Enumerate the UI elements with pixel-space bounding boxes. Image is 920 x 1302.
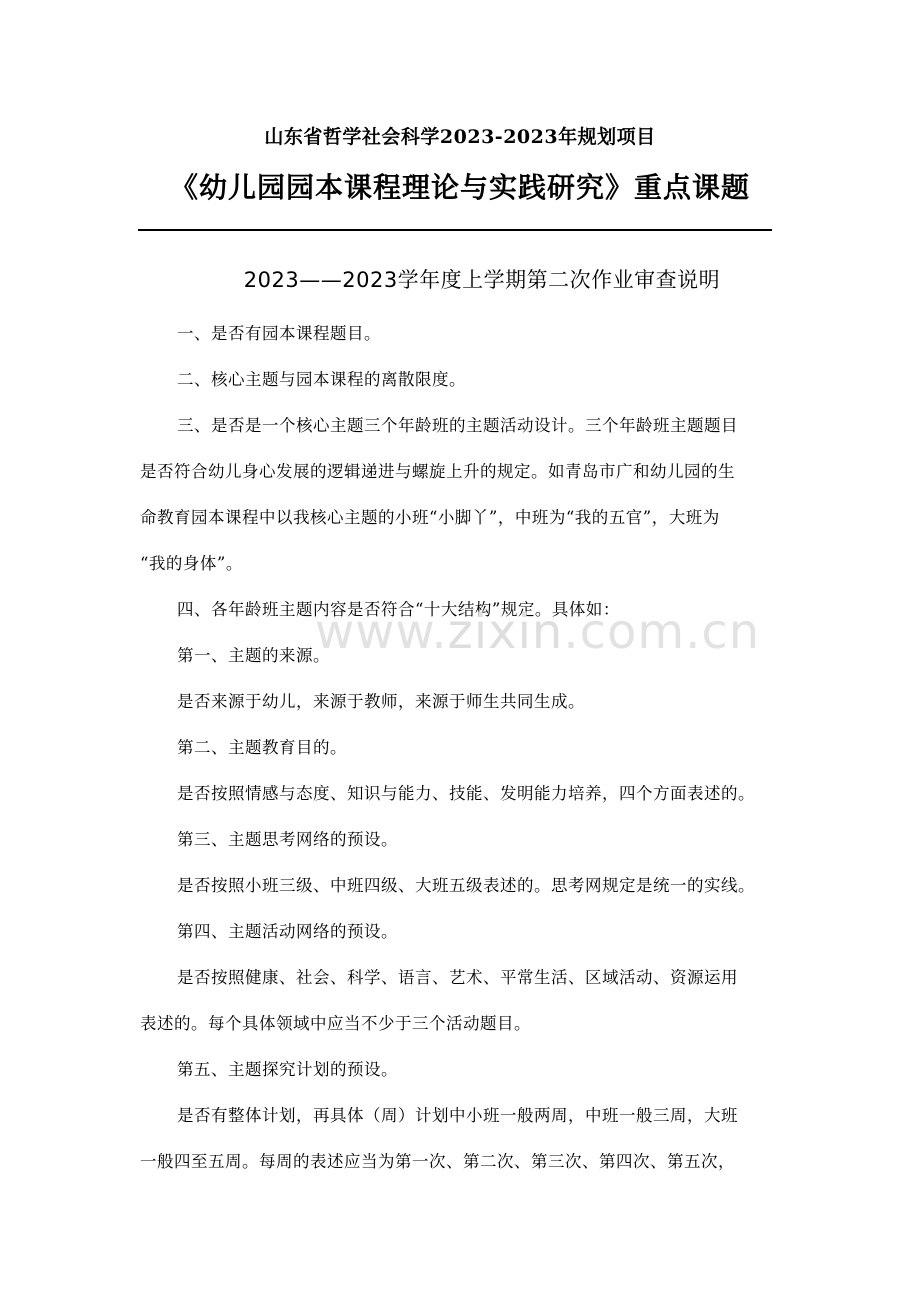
body-paragraph [140, 587, 800, 633]
paragraph-line: 二、核心主题与园本课程的离散限度。 [177, 370, 466, 389]
paragraph-line: 三、是否是一个核心主题三个年龄班的主题活动设计。三个年龄班主题题目 [177, 416, 738, 435]
project-header: 山东省哲学社会科学2023-2023年规划项目 [264, 126, 656, 148]
body-paragraph [140, 403, 800, 587]
body-paragraph [140, 909, 800, 955]
paragraph-line: “我的身体”。 [140, 554, 243, 573]
paragraph-line: 命教育园本课程中以我核心主题的小班“小脚丫”，中班为“我的五官”，大班为 [140, 508, 720, 527]
body-paragraph [140, 1093, 800, 1185]
body-paragraph [140, 817, 800, 863]
topic-title: 《幼儿园园本课程理论与实践研究》重点课题 [169, 171, 750, 204]
body-paragraph [140, 1047, 800, 1093]
body-paragraph [140, 633, 800, 679]
paragraph-line: 第二、主题教育目的。 [177, 738, 347, 757]
document-body [140, 311, 800, 1185]
paragraph-line: 是否来源于幼儿，来源于教师，来源于师生共同生成。 [177, 692, 585, 711]
body-paragraph [140, 771, 800, 817]
paragraph-line: 一般四至五周。每周的表述应当为第一次、第二次、第三次、第四次、第五次， [140, 1152, 735, 1171]
paragraph-line: 第三、主题思考网络的预设。 [177, 830, 398, 849]
body-paragraph [140, 863, 800, 909]
body-paragraph [140, 725, 800, 771]
paragraph-line: 第一、主题的来源。 [177, 646, 330, 665]
paragraph-line: 是否按照情感与态度、知识与能力、技能、发明能力培养，四个方面表述的。 [177, 784, 755, 803]
body-paragraph [140, 679, 800, 725]
body-paragraph [140, 357, 800, 403]
paragraph-line: 第五、主题探究计划的预设。 [177, 1060, 398, 1079]
body-paragraph [140, 311, 800, 357]
body-paragraph [140, 955, 800, 1047]
paragraph-line: 一、是否有园本课程题目。 [177, 324, 381, 343]
paragraph-line: 是否有整体计划，再具体（周）计划中小班一般两周，中班一般三周，大班 [177, 1106, 738, 1125]
paragraph-line: 是否按照健康、社会、科学、语言、艺术、平常生活、区域活动、资源运用 [177, 968, 738, 987]
paragraph-line: 四、各年龄班主题内容是否符合“十大结构”规定。具体如： [177, 600, 620, 619]
paragraph-line: 表述的。每个具体领域中应当不少于三个活动题目。 [140, 1014, 531, 1033]
watermark: www.zixin.com.cn [315, 604, 761, 660]
paragraph-line: 第四、主题活动网络的预设。 [177, 922, 398, 941]
header-divider [138, 229, 772, 231]
paragraph-line: 是否按照小班三级、中班四级、大班五级表述的。思考网规定是统一的实线。 [177, 876, 755, 895]
document-title: 2023——2023学年度上学期第二次作业审查说明 [243, 268, 721, 292]
paragraph-line: 是否符合幼儿身心发展的逻辑递进与螺旋上升的规定。如青岛市广和幼儿园的生 [140, 462, 735, 481]
